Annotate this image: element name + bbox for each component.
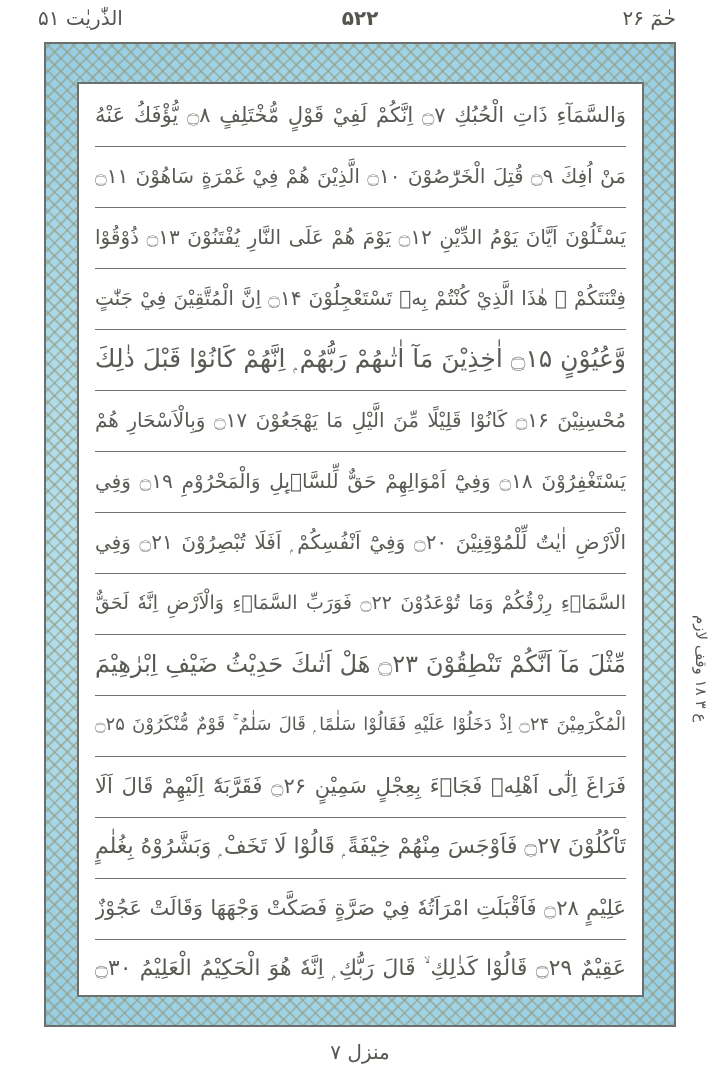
margin-ruku-note: ع ۳ ۱۸ وقف لازم	[692, 615, 710, 723]
manzil-footer: منزل ۷	[330, 1040, 390, 1064]
surah-name-header: الذّٰريٰت ۵۱	[38, 6, 123, 30]
decorative-border-frame	[44, 42, 676, 1027]
juz-header: حٰمٓ ۲۶	[622, 6, 676, 30]
page-number: ۵۲۲	[341, 6, 379, 30]
verse-line-8: الْاَرْضِ اٰيٰتٌ لِّلْمُوْقِنِيْنَ ۝۲۰ وَفِيْٓ اَنْفُسِكُمْ ۭ اَفَلَا تُبْصِرُوْنَ ۝۲۱ وَفِي	[95, 513, 626, 574]
verse-line-7: يَسْتَغْفِرُوْنَ ۝۱۸ وَفِيْٓ اَمْوَالِهِمْ حَقٌّ لِّلسَّاۗىِٕلِ وَالْمَحْرُوْمِ ۝۱۹ وَفِي	[95, 452, 626, 513]
verse-line-6: مُحْسِنِيْنَ ۝۱۶ كَانُوْا قَلِيْلًا مِّنَ الَّيْلِ مَا يَهْجَعُوْنَ ۝۱۷ وَبِالْاَسْحَارِ هُمْ	[95, 391, 626, 452]
verse-line-15: عَقِيْمٌ ۝۲۹ قَالُوْا كَذٰلِكِ ۙ قَالَ رَبُّكِ ۭ اِنَّهٗ هُوَ الْحَكِيْمُ الْعَلِيْمُ ۝۳۰	[95, 956, 626, 981]
verse-line-5: وَّعُيُوْنٍ ۝۱۵ اٰخِذِيْنَ مَآ اٰتٰىهُمْ رَبُّهُمْ ۭ اِنَّهُمْ كَانُوْا قَبْلَ ذٰلِكَ	[95, 330, 626, 391]
verse-line-1: وَالسَّمَآءِ ذَاتِ الْحُبُكِ ۝۷ اِنَّكُمْ لَفِيْ قَوْلٍ مُّخْتَلِفٍ ۝۸ يُّؤْفَكُ عَنْهُ	[95, 86, 626, 147]
verse-line-2: مَنْ اُفِكَ ۝۹ قُتِلَ الْخَرّٰصُوْنَ ۝۱۰ الَّذِيْنَ هُمْ فِيْ غَمْرَةٍ سَاهُوْنَ ۝۱۱	[95, 147, 626, 208]
verse-line-10: مِّثْلَ مَآ اَنَّكُمْ تَنْطِقُوْنَ ۝۲۳ هَلْ اَتٰىكَ حَدِيْثُ ضَيْفِ اِبْرٰهِيْمَ	[95, 635, 626, 696]
verse-line-11: الْمُكْرَمِيْنَ ۝۲۴ اِذْ دَخَلُوْا عَلَيْهِ فَقَالُوْا سَلٰمًا ۭ قَالَ سَلٰمٌ ۚ قَوْمٌ مُّنْكَرُوْنَ ۝۲۵	[95, 696, 626, 757]
verse-line-12: فَرَاغَ اِلٰٓى اَهْلِهٖ فَجَاۗءَ بِعِجْلٍ سَمِيْنٍ ۝۲۶ فَقَرَّبَهٗٓ اِلَيْهِمْ قَالَ اَلَا	[95, 757, 626, 818]
verse-line-9: السَّمَاۗءِ رِزْقُكُمْ وَمَا تُوْعَدُوْنَ ۝۲۲ فَوَرَبِّ السَّمَاۗءِ وَالْاَرْضِ اِنَّهٗ لَحَقٌّ	[95, 574, 626, 635]
verse-line-4: فِتْنَتَكُمْ ۭ هٰذَا الَّذِيْ كُنْتُمْ بِهٖ تَسْتَعْجِلُوْنَ ۝۱۴ اِنَّ الْمُتَّقِيْنَ فِيْ جَنّٰتٍ	[95, 269, 626, 330]
verse-line-13: تَاْكُلُوْنَ ۝۲۷ فَاَوْجَسَ مِنْهُمْ خِيْفَةً ۭ قَالُوْا لَا تَخَفْ ۭ وَبَشَّرُوْهُ بِغُلٰمٍ	[95, 818, 626, 879]
verse-line-3: يَسْـَٔلُوْنَ اَيَّانَ يَوْمُ الدِّيْنِ ۝۱۲ يَوْمَ هُمْ عَلَى النَّارِ يُفْتَنُوْنَ ۝۱۳ ذُوْقُوْا	[95, 208, 626, 269]
text-panel	[77, 82, 644, 997]
verse-line-14: عَلِيْمٍ ۝۲۸ فَاَقْبَلَتِ امْرَاَتُهٗ فِيْ صَرَّةٍ فَصَكَّتْ وَجْهَهَا وَقَالَتْ عَجُوْزٌ	[95, 879, 626, 940]
